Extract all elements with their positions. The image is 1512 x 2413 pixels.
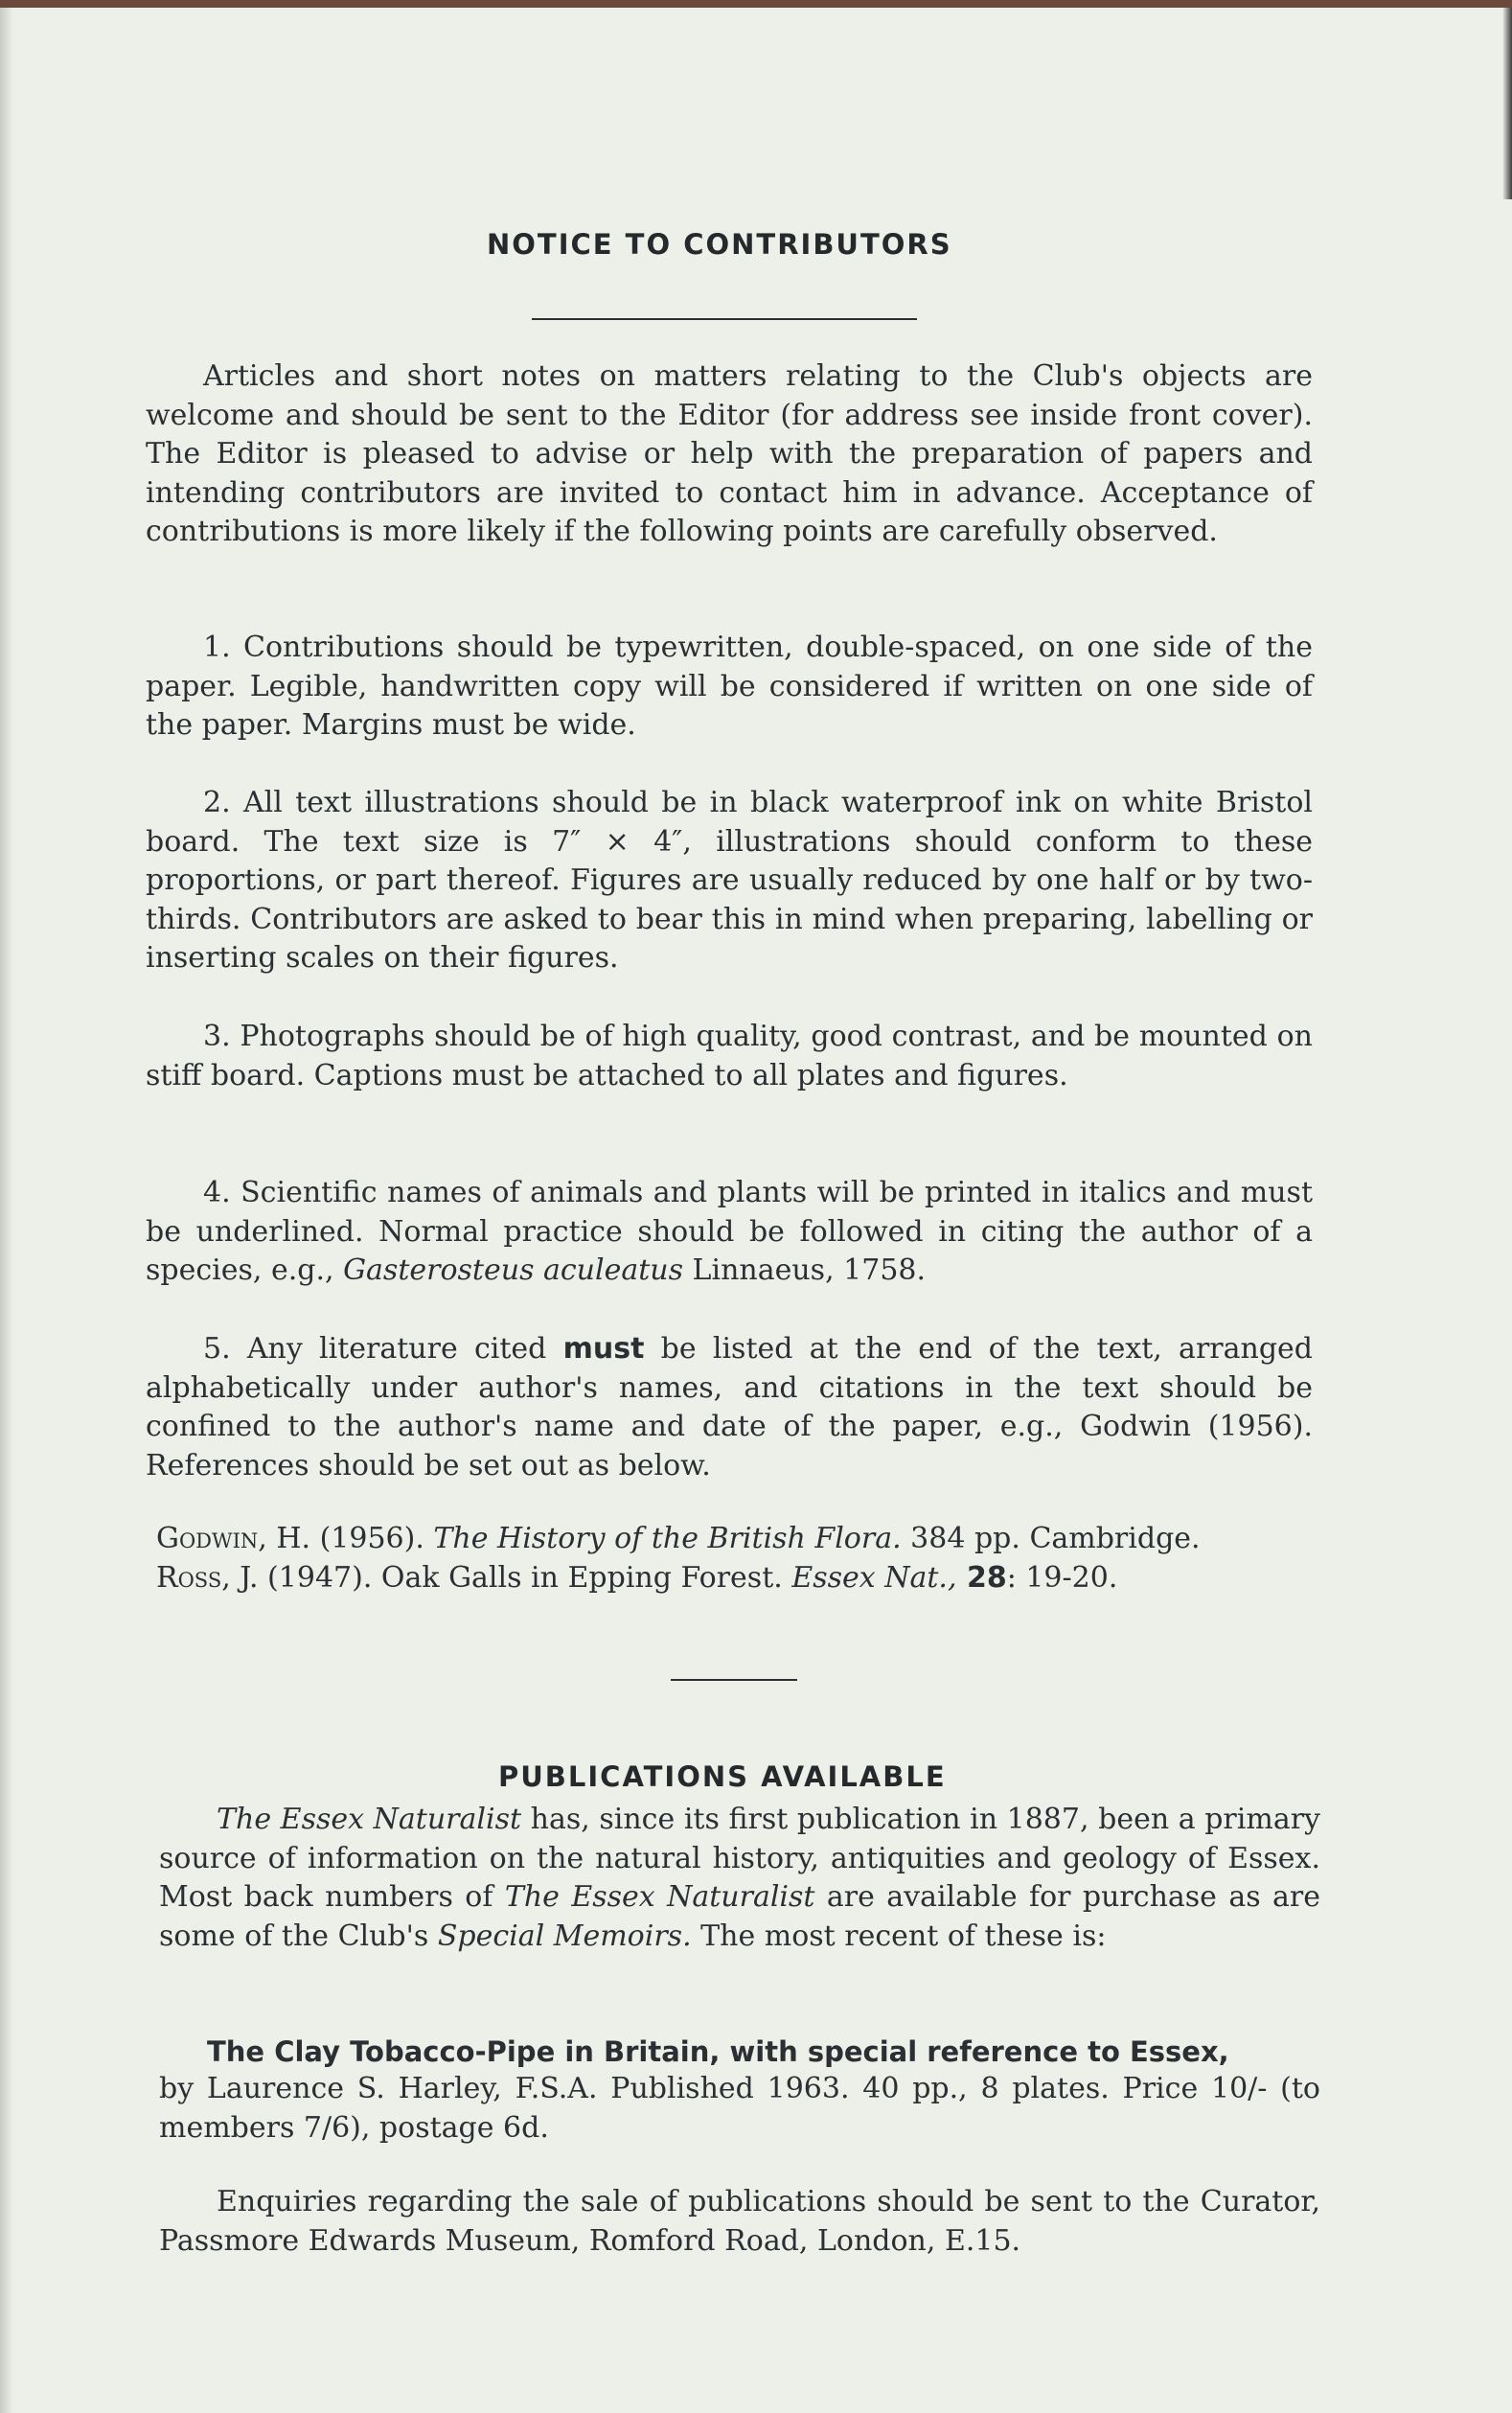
must-emphasis: must: [562, 1332, 645, 1366]
publications-title: PUBLICATIONS AVAILABLE: [498, 1760, 947, 1793]
page-left-edge: [0, 8, 13, 2413]
title-divider: [532, 318, 917, 320]
notice-title: NOTICE TO CONTRIBUTORS: [487, 228, 952, 261]
species-name: Gasterosteus aculeatus: [343, 1253, 684, 1288]
reference-godwin: Godwin, H. (1956). The History of the British Flora. 384 pp. Cambridge.: [156, 1522, 1201, 1555]
section-divider: [671, 1679, 797, 1681]
page-right-edge: [1502, 8, 1512, 199]
page-top-edge: [0, 0, 1512, 8]
notice-point-3: 3. Photographs should be of high quality, good contrast, and be mounted on stiff board. Captions must be attached to all plates and figures.: [146, 1020, 1313, 1092]
notice-point-2: 2. All text illustrations should be in black waterproof ink on white Bristol board. The text size is 7″ × 4″, illustrations should conform to these proportions, or part thereof. Figures are usually reduced by one half or by two-thirds. Contributors are asked to bear this in mind when preparing, labelling or inserting scales on their figures.: [146, 786, 1313, 976]
notice-point-5: 5. Any literature cited must be listed at the end of the text, arranged alphabetically under author's names, and citations in the text should be confined to the author's name and date of the paper, e.g., Godwin (1956). References should be set out as below.: [146, 1332, 1313, 1482]
book-details: by Laurence S. Harley, F.S.A. Published 1963. 40 pp., 8 plates. Price 10/- (to members 7/6), postage 6d.: [159, 2072, 1320, 2145]
publications-intro: The Essex Naturalist has, since its first publication in 1887, been a primary source of information on the natural history, antiquities and geology of Essex. Most back numbers of The Essex Naturalist are available for purchase as are some of the Club's Special Memoirs. The most recent of these is:: [159, 1803, 1320, 1953]
reference-ross: Ross, J. (1947). Oak Galls in Epping Forest. Essex Nat., 28: 19-20.: [156, 1561, 1118, 1595]
notice-point-4: 4. Scientific names of animals and plants will be printed in italics and must be underlined. Normal practice should be followed in citing the author of a species, e.g., Gasterosteus aculeatus Linnaeus, 1758.: [146, 1176, 1313, 1288]
enquiries: Enquiries regarding the sale of publications should be sent to the Curator, Passmore Edwards Museum, Romford Road, London, E.15.: [159, 2185, 1320, 2258]
notice-intro: Articles and short notes on matters relating to the Club's objects are welcome and should be sent to the Editor (for address see inside front cover). The Editor is pleased to advise or help with the preparation of papers and intending contributors are invited to contact him in advance. Acceptance of contributions is more likely if the following points are carefully observed.: [146, 359, 1313, 549]
notice-point-1: 1. Contributions should be typewritten, double-spaced, on one side of the paper. Legible, handwritten copy will be considered if written on one side of the paper. Margins must be wide.: [146, 631, 1313, 743]
book-title: The Clay Tobacco-Pipe in Britain, with special reference to Essex,: [207, 2035, 1229, 2068]
